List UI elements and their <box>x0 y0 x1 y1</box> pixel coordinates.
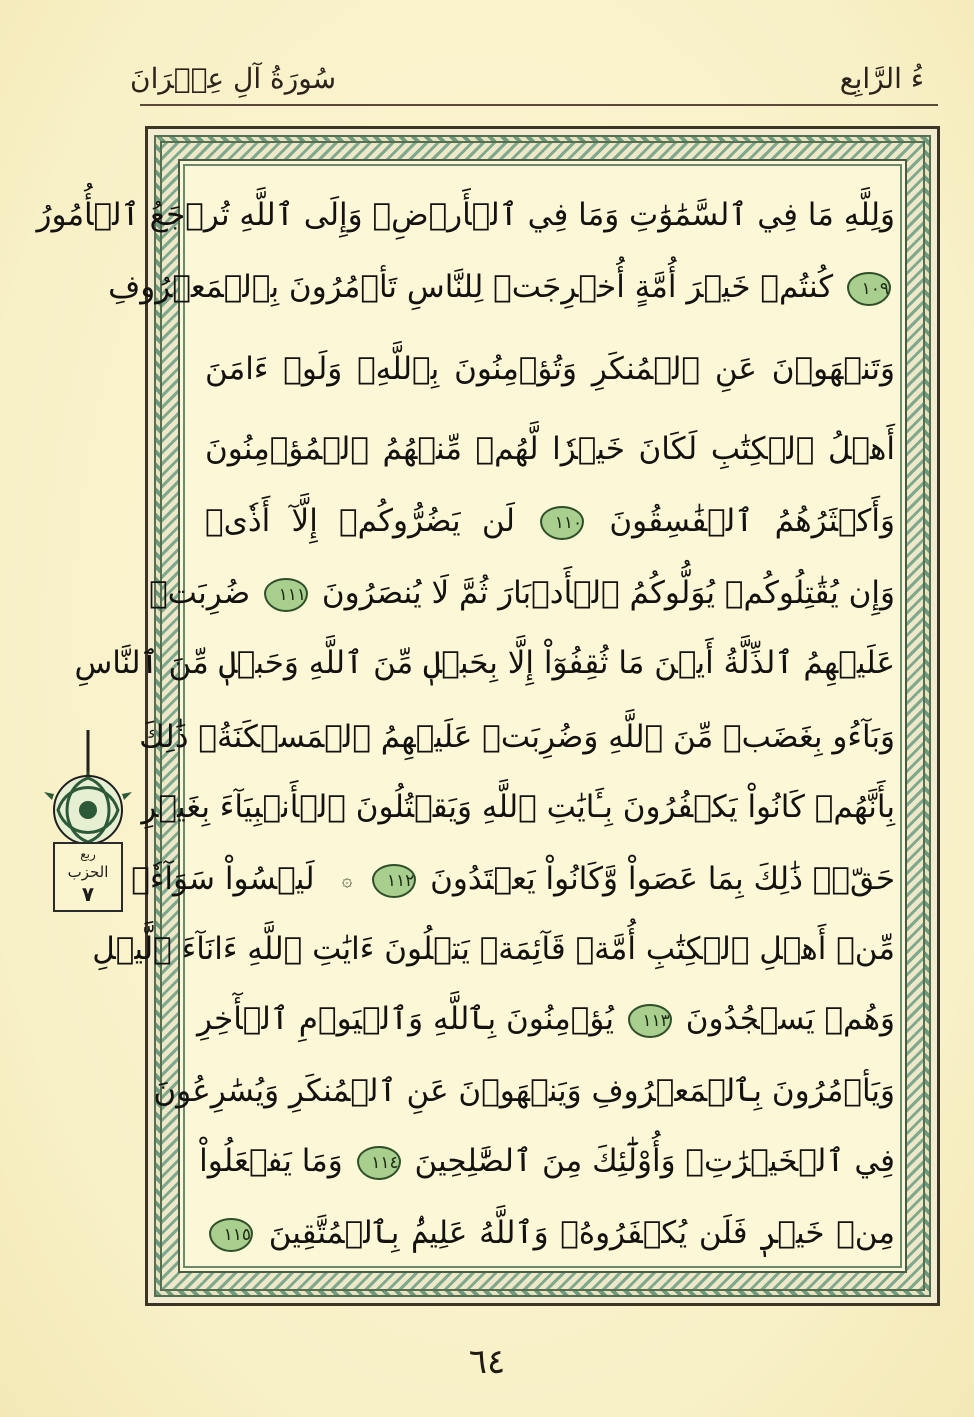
header-divider <box>140 104 938 106</box>
ayah-number-marker: ١١٣ <box>628 1004 672 1038</box>
verse-text: وَبَآءُو بِغَضَبٖ مِّنَ ٱللَّهِ وَضُرِبَتۡ عَلَيۡهِمُ ٱلۡمَسۡكَنَةُۚ ذَٰلِكَ <box>139 719 895 755</box>
verse-text: بِأَنَّهُمۡ كَانُواْ يَكۡفُرُونَ بِـَٔايَٰتِ ٱللَّهِ وَيَقۡتُلُونَ ٱلۡأَنۢبِيَآءَ بِغَيۡرِ <box>141 789 895 825</box>
verse-text: حَقّٖۚ ذَٰلِكَ بِمَا عَصَواْ وَّكَانُواْ يَعۡتَدُونَ <box>430 861 895 897</box>
verse-line <box>131 849 895 909</box>
rub-symbol-icon: ۞ <box>341 869 353 891</box>
verse-line <box>199 1131 895 1191</box>
verse-text: وَإِن يُقَٰتِلُوكُمۡ يُوَلُّوكُمُ ٱلۡأَدۡبَارَ ثُمَّ لَا يُنصَرُونَ <box>321 575 895 611</box>
verse-text: وَمَا يَفۡعَلُواْ <box>199 1143 343 1179</box>
ayah-number-marker: ١١٠ <box>540 506 584 540</box>
verse-line <box>205 491 895 551</box>
verse-line <box>108 257 895 317</box>
verse-text: مِّنۡ أَهۡلِ ٱلۡكِتَٰبِ أُمَّةٞ قَآئِمَةٞ يَتۡلُونَ ءَايَٰتِ ٱللَّهِ ءَانَآءَ ٱلَّيۡلِ <box>92 931 895 967</box>
verse-line <box>141 777 895 837</box>
verse-text: فِي ٱلۡخَيۡرَٰتِۖ وَأُوْلَٰٓئِكَ مِنَ ٱلصَّٰلِحِينَ <box>414 1143 895 1179</box>
ayah-number-marker: ١١٤ <box>357 1146 401 1180</box>
verse-text: كُنتُمۡ خَيۡرَ أُمَّةٍ أُخۡرِجَتۡ لِلنَّاسِ تَأۡمُرُونَ بِٱلۡمَعۡرُوفِ <box>108 269 834 305</box>
verse-text: مِنۡ خَيۡرٖ فَلَن يُكۡفَرُوهُۗ وَٱللَّهُ عَلِيمُۢ بِٱلۡمُتَّقِينَ <box>268 1215 895 1251</box>
ayah-number-marker: ١١١ <box>264 578 308 612</box>
hizb-quarter-label: ربع <box>80 847 96 861</box>
juz-label: ءُ الرَّابِع <box>839 62 924 95</box>
verse-text: عَلَيۡهِمُ ٱلذِّلَّةُ أَيۡنَ مَا ثُقِفُوٓاْ إِلَّا بِحَبۡلٖ مِّنَ ٱللَّهِ وَحَبۡلٖ مِّنَ ٱلنَّاسِ <box>74 645 895 681</box>
verse-line <box>149 563 895 623</box>
verse-text: يُؤۡمِنُونَ بِٱللَّهِ وَٱلۡيَوۡمِ ٱلۡأٓخِرِ <box>197 1001 614 1037</box>
verse-text: وَهُمۡ يَسۡجُدُونَ <box>685 1001 895 1037</box>
verse-text: لَيۡسُواْ سَوَآءٗۗ <box>131 861 315 897</box>
verse-text: لَن يَضُرُّوكُمۡ إِلَّآ أَذٗىۖ <box>205 503 515 539</box>
ayah-number-marker: ١١٢ <box>372 864 416 898</box>
hizb-label: الحزب <box>67 863 109 881</box>
ayah-number-marker: ١٠٩ <box>847 272 891 306</box>
verse-line <box>139 707 895 767</box>
hizb-number: ٧ <box>81 882 95 906</box>
verse-text: وَيَأۡمُرُونَ بِٱلۡمَعۡرُوفِ وَيَنۡهَوۡنَ عَنِ ٱلۡمُنكَرِ وَيُسَٰرِعُونَ <box>153 1073 895 1109</box>
verse-line <box>153 1061 895 1121</box>
verse-line <box>205 339 895 399</box>
hizb-marker-box <box>53 842 123 912</box>
verse-text: ضُرِبَتۡ <box>149 575 251 611</box>
verse-line <box>205 1203 895 1263</box>
verse-text: أَهۡلُ ٱلۡكِتَٰبِ لَكَانَ خَيۡرٗا لَّهُمۚ مِّنۡهُمُ ٱلۡمُؤۡمِنُونَ <box>205 431 895 467</box>
surah-title: سُورَةُ آلِ عِمۡرَانَ <box>130 62 337 95</box>
verse-line <box>36 185 895 245</box>
verse-line <box>197 989 895 1049</box>
verse-line <box>92 919 895 979</box>
verse-text: وَأَكۡثَرُهُمُ ٱلۡفَٰسِقُونَ <box>609 503 895 539</box>
verse-text: وَلِلَّهِ مَا فِي ٱلسَّمَٰوَٰتِ وَمَا فِي ٱلۡأَرۡضِۚ وَإِلَى ٱللَّهِ تُرۡجَعُ ٱلۡأُمُورُ <box>36 197 895 233</box>
verse-line <box>74 633 895 693</box>
verse-text: وَتَنۡهَوۡنَ عَنِ ٱلۡمُنكَرِ وَتُؤۡمِنُونَ بِٱللَّهِۗ وَلَوۡ ءَامَنَ <box>205 351 895 387</box>
verse-line <box>205 419 895 479</box>
ayah-number-marker: ١١٥ <box>209 1218 253 1252</box>
page-number: ٦٤ <box>468 1342 506 1382</box>
